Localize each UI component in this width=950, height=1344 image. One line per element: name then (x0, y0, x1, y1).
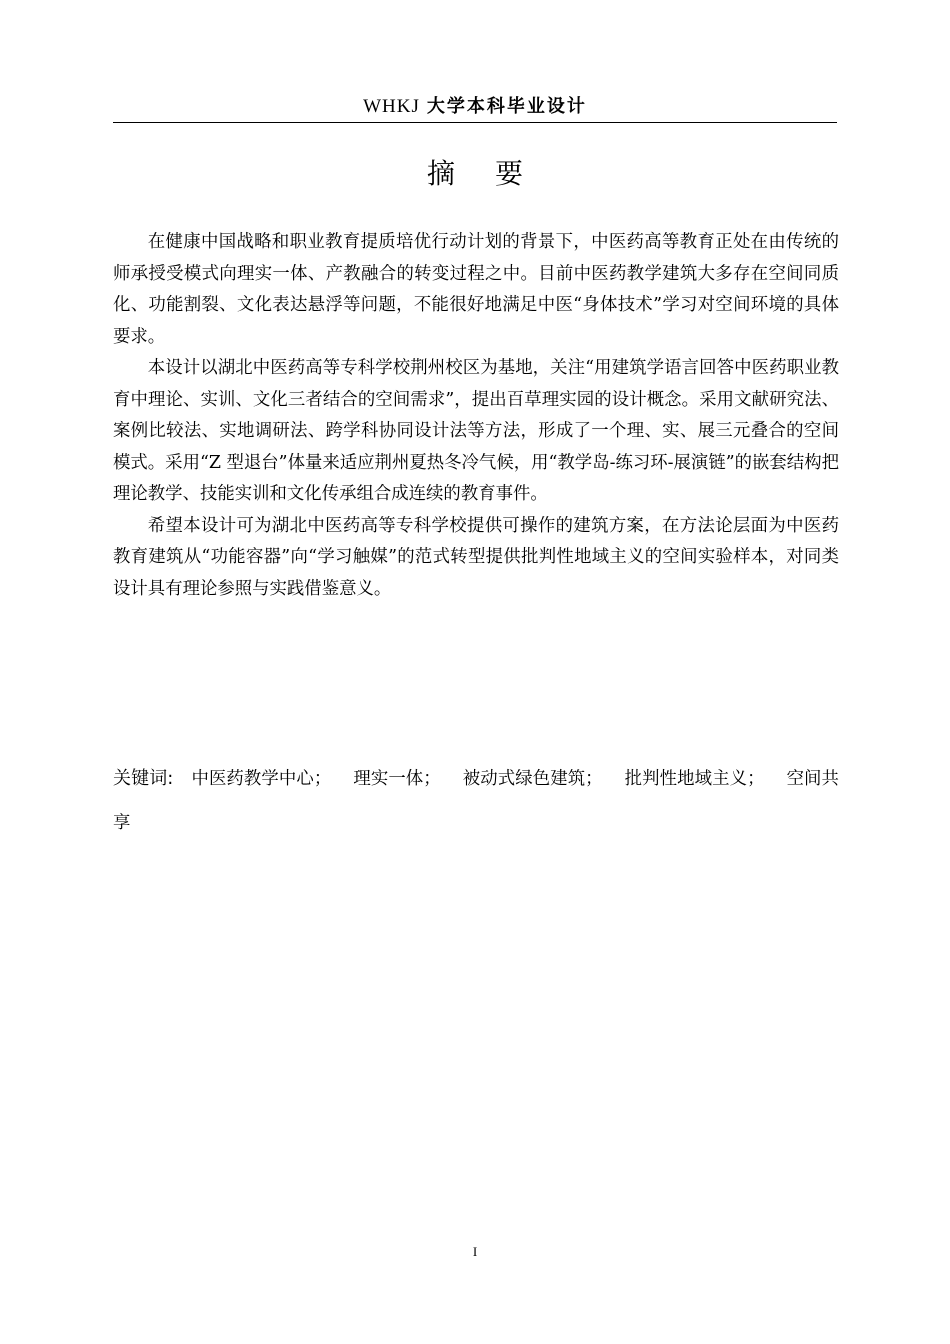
keywords (113, 757, 839, 845)
keyword-item: 空间共享 (113, 769, 839, 833)
header-title: 大学本科毕业设计 (426, 96, 587, 117)
page-header (113, 92, 837, 123)
abstract-title: 摘要 (426, 157, 563, 190)
keyword-item: 被动式绿色建筑； (462, 769, 603, 789)
keyword-item: 理实一体； (353, 769, 441, 789)
keyword-item: 中医药教学中心； (191, 769, 332, 789)
keyword-item: 批判性地域主义； (624, 769, 765, 789)
keywords-label: 关键词: (113, 768, 174, 789)
header-brand: WHKJ (363, 96, 420, 117)
header-text (363, 92, 587, 121)
abstract-paragraph-2: 本设计以湖北中医药高等专科学校荆州校区为基地，关注“用建筑学语言回答中医药职业教育中理论、实训、文化三者结合的空间需求”，提出百草理实园的设计概念。采用文献研究法、案例比较法、实地调研法、跨学科协同设计法等方法，形成了一个理、实、展三元叠合的空间模式。采用“Z 型退台”体量来适应荆州夏热冬冷气候，用“教学岛-练习环-展演链”的嵌套结构把理论教学、技能实训和文化传承组合成连续的教育事件。 (113, 358, 839, 504)
abstract-body (113, 227, 839, 605)
abstract-paragraph-1: 在健康中国战略和职业教育提质培优行动计划的背景下，中医药高等教育正处在由传统的师承授受模式向理实一体、产教融合的转变过程之中。目前中医药教学建筑大多存在空间同质化、功能割裂、文化表达悬浮等问题，不能很好地满足中医“身体技术”学习对空间环境的具体要求。 (113, 232, 839, 347)
abstract-paragraph-3: 希望本设计可为湖北中医药高等专科学校提供可操作的建筑方案，在方法论层面为中医药教育建筑从“功能容器”向“学习触媒”的范式转型提供批判性地域主义的空间实验样本，对同类设计具有理论参照与实践借鉴意义。 (113, 515, 839, 599)
page-number: I (472, 1244, 478, 1259)
